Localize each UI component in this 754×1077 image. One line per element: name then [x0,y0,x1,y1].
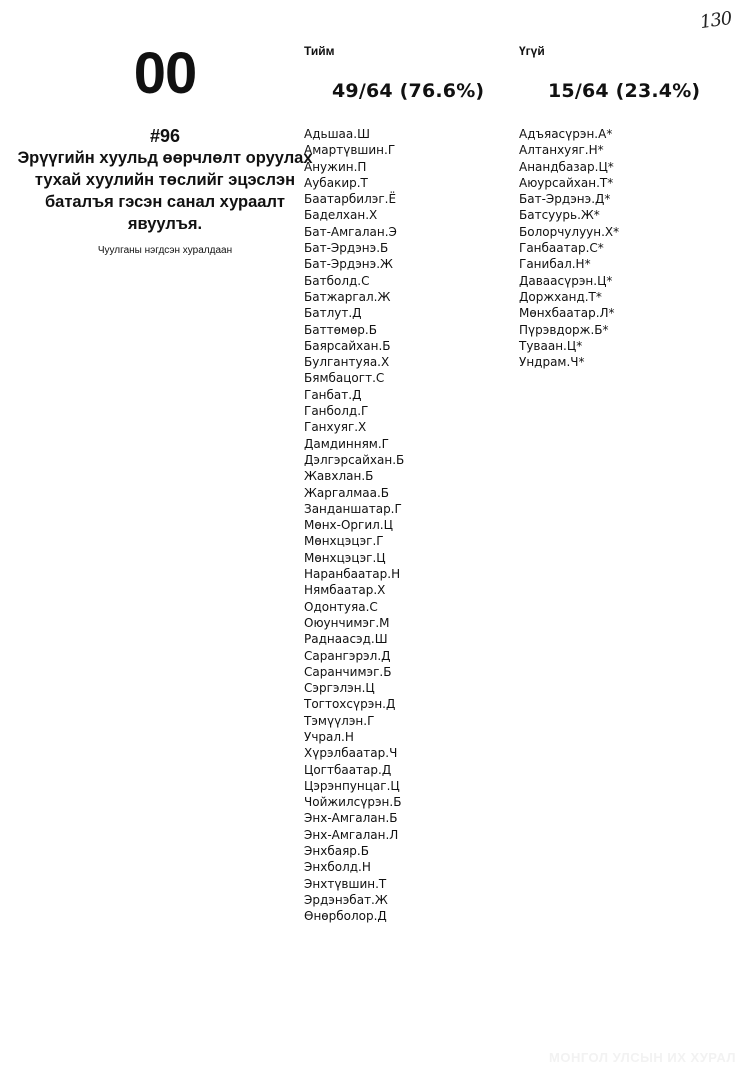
yes-voter-name: Амартүвшин.Г [304,143,396,158]
yes-voter-name: Нямбаатар.Х [304,583,386,598]
no-voter-list [519,126,619,370]
yes-voter-name: Сарангэрэл.Д [304,648,391,663]
yes-voter-name: Баатарбилэг.Ё [304,192,397,207]
yes-voter-name: Саранчимэг.Б [304,664,392,679]
no-voter-name: Доржханд.Т* [519,289,602,304]
yes-voter-name: Бямбацогт.С [304,371,385,386]
yes-voter-name: Энх-Амгалан.Л [304,827,399,842]
yes-voter-name: Ганболд.Г [304,404,369,419]
no-voter-name: Ганибал.Н* [519,257,591,272]
yes-voter-name: Батболд.С [304,273,370,288]
no-voter-name: Ундрам.Ч* [519,355,585,370]
no-voter-name: Анандбазар.Ц* [519,159,614,174]
yes-voter-name: Мөнх-Оргил.Ц [304,518,393,533]
yes-voter-name: Батлут.Д [304,306,362,321]
yes-voter-name: Тэмүүлэн.Г [304,713,375,728]
no-voter-name: Адъяасүрэн.А* [519,127,613,141]
yes-voter-name: Сэргэлэн.Ц [304,681,375,696]
yes-voter-name: Бат-Амгалан.Э [304,224,397,239]
yes-voter-name: Анужин.П [304,159,367,174]
yes-voter-name: Чойжилсүрэн.Б [304,795,402,810]
yes-voter-name: Баттөмөр.Б [304,322,377,337]
no-voter-name: Пүрэвдорж.Б* [519,322,609,337]
yes-voter-name: Дэлгэрсайхан.Б [304,452,405,467]
yes-voter-name: Өнөрболор.Д [304,909,387,924]
yes-voter-name: Тогтохсүрэн.Д [304,697,396,712]
no-voter-name: Туваан.Ц* [519,338,583,353]
yes-voter-name: Цогтбаатар.Д [304,762,392,777]
yes-voter-name: Батжаргал.Ж [304,289,391,304]
no-voter-name: Болорчулуун.Х* [519,224,620,239]
watermark: МОНГОЛ УЛСЫН ИХ ХУРАЛ [549,1050,736,1065]
yes-voter-name: Энхтүвшин.Т [304,876,387,891]
handwritten-page-number: 130 [698,7,733,34]
yes-header: Тийм [304,44,335,58]
no-voter-name: Бат-Эрдэнэ.Д* [519,192,611,207]
yes-voter-list [304,126,404,925]
no-voter-name: Даваасүрэн.Ц* [519,273,613,288]
no-voter-name: Алтанхуяг.Н* [519,143,604,158]
yes-voter-name: Энхбаяр.Б [304,844,369,859]
yes-voter-name: Баделхан.Х [304,208,378,223]
yes-voter-name: Жаргалмаа.Б [304,485,390,500]
yes-voter-name: Одонтуяа.С [304,599,378,614]
no-summary: 15/64 (23.4%) [548,80,701,102]
no-voter-name: Аюурсайхан.Т* [519,175,614,190]
yes-voter-name: Аубакир.Т [304,175,368,190]
no-voter-name: Ганбаатар.С* [519,241,604,256]
session-code: 00 [133,41,197,106]
yes-voter-name: Хүрэлбаатар.Ч [304,746,398,761]
yes-voter-name: Ганхуяг.Х [304,420,367,435]
yes-summary: 49/64 (76.6%) [332,80,485,102]
yes-voter-name: Энх-Амгалан.Б [304,811,398,826]
no-voter-name: Батсуурь.Ж* [519,208,600,223]
yes-voter-name: Адьшаа.Ш [304,127,370,141]
yes-voter-name: Наранбаатар.Н [304,567,401,582]
motion-title: Эрүүгийн хуульд өөрчлөлт оруулах тухай хуулийн төслийг эцэслэн баталъя гэсэн санал хураалт явуулъя. [17,149,313,233]
motion-block [17,125,313,256]
yes-voter-name: Булгантуяа.Х [304,355,390,370]
meeting-type: Чуулганы нэгдсэн хуралдаан [97,245,233,256]
no-header: Үгүй [519,44,545,58]
yes-voter-name: Баярсайхан.Б [304,338,391,353]
yes-voter-name: Ганбат.Д [304,387,362,402]
yes-voter-name: Занданшатар.Г [304,501,402,516]
yes-voter-name: Бат-Эрдэнэ.Ж [304,257,393,272]
yes-voter-name: Бат-Эрдэнэ.Б [304,241,389,256]
yes-voter-name: Цэрэнпунцаг.Ц [304,778,400,793]
yes-voter-name: Жавхлан.Б [304,469,374,484]
yes-voter-name: Мөнхцэцэг.Ц [304,550,386,565]
no-voter-name: Мөнхбаатар.Л* [519,306,615,321]
yes-voter-name: Энхболд.Н [304,860,371,875]
yes-voter-name: Оюунчимэг.М [304,615,390,630]
yes-voter-name: Мөнхцэцэг.Г [304,534,384,549]
motion-number: #96 [149,126,181,146]
yes-voter-name: Учрал.Н [304,729,354,744]
yes-voter-name: Эрдэнэбат.Ж [304,892,388,907]
yes-voter-name: Раднаасэд.Ш [304,632,388,647]
yes-voter-name: Дамдинням.Г [304,436,389,451]
